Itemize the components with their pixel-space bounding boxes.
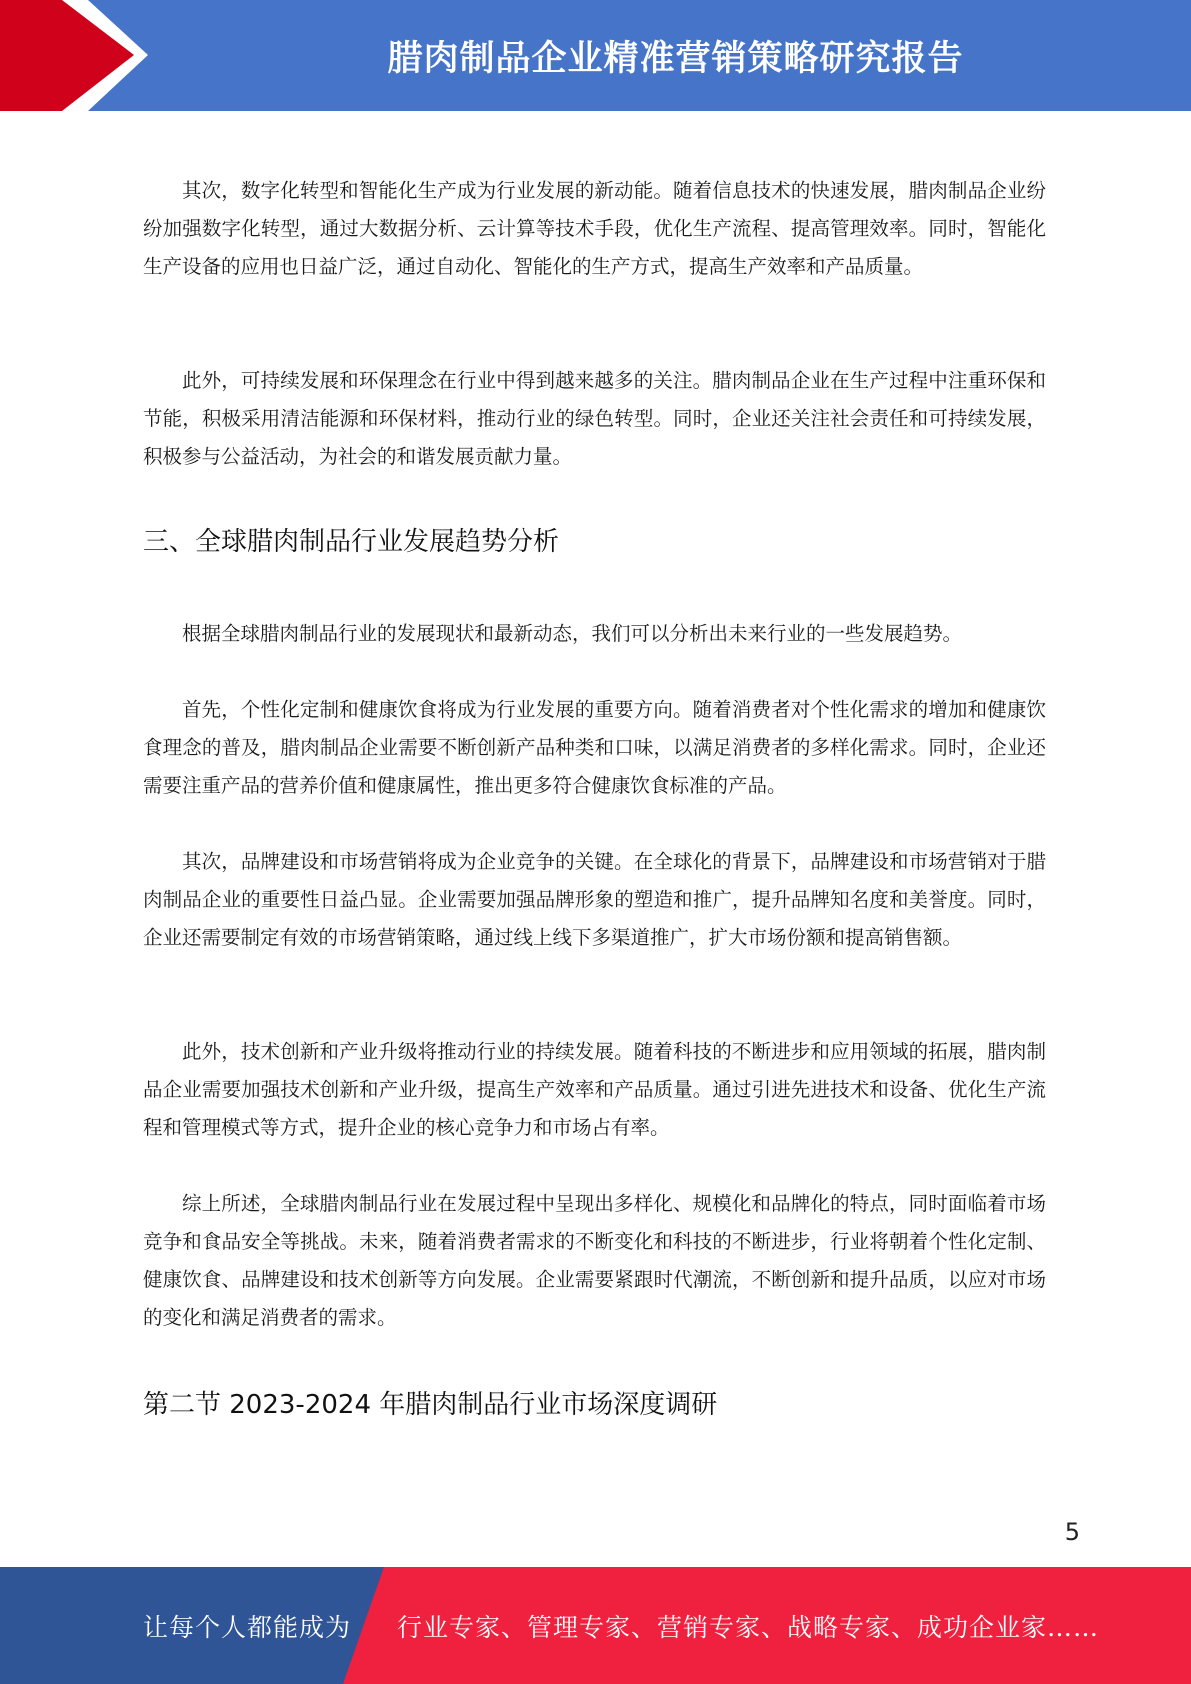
subsection-heading: 第二节 2023-2024 年腊肉制品行业市场深度调研 [143, 1390, 718, 1420]
paragraph-personalization: 首先，个性化定制和健康饮食将成为行业发展的重要方向。随着消费者对个性化需求的增加和健康饮食理念的普及，腊肉制品企业需要不断创新产品种类和口味，以满足消费者的多样化需求。同时，企业还需要注重产品的营养价值和健康属性，推出更多符合健康饮食标准的产品。 [143, 698, 1046, 797]
section-heading: 三、全球腊肉制品行业发展趋势分析 [143, 527, 560, 557]
paragraph-branding: 其次，品牌建设和市场营销将成为企业竞争的关键。在全球化的背景下，品牌建设和市场营销对于腊肉制品企业的重要性日益凸显。企业需要加强品牌形象的塑造和推广，提升品牌知名度和美誉度。同时，企业还需要制定有效的市场营销策略，通过线上线下多渠道推广，扩大市场份额和提高销售额。 [143, 850, 1046, 949]
page-number: 5 [1064, 1518, 1080, 1546]
page-footer [0, 1567, 1191, 1684]
paragraph-innovation: 此外，技术创新和产业升级将推动行业的持续发展。随着科技的不断进步和应用领域的拓展，腊肉制品企业需要加强技术创新和产业升级，提高生产效率和产品质量。通过引进先进技术和设备、优化生产流程和管理模式等方式，提升企业的核心竞争力和市场占有率。 [143, 1040, 1046, 1139]
paragraph-trend-intro: 根据全球腊肉制品行业的发展现状和最新动态，我们可以分析出未来行业的一些发展趋势。 [182, 622, 963, 645]
report-title: 腊肉制品企业精准营销策略研究报告 [387, 38, 964, 79]
paragraph-digital-transformation: 其次，数字化转型和智能化生产成为行业发展的新动能。随着信息技术的快速发展，腊肉制品企业纷纷加强数字化转型，通过大数据分析、云计算等技术手段，优化生产流程、提高管理效率。同时，智能化生产设备的应用也日益广泛，通过自动化、智能化的生产方式，提高生产效率和产品质量。 [143, 179, 1046, 278]
paragraph-summary: 综上所述，全球腊肉制品行业在发展过程中呈现出多样化、规模化和品牌化的特点，同时面临着市场竞争和食品安全等挑战。未来，随着消费者需求的不断变化和科技的不断进步，行业将朝着个性化定制、健康饮食、品牌建设和技术创新等方向发展。企业需要紧跟时代潮流，不断创新和提升品质，以应对市场的变化和满足消费者的需求。 [143, 1192, 1046, 1329]
page-header [0, 0, 1191, 111]
footer-slogan-left: 让每个人都能成为 [143, 1612, 352, 1642]
footer-slogan-right: 行业专家、管理专家、营销专家、战略专家、成功企业家…… [397, 1612, 1100, 1642]
paragraph-sustainability: 此外，可持续发展和环保理念在行业中得到越来越多的关注。腊肉制品企业在生产过程中注重环保和节能，积极采用清洁能源和环保材料，推动行业的绿色转型。同时，企业还关注社会责任和可持续发展，积极参与公益活动，为社会的和谐发展贡献力量。 [143, 369, 1046, 468]
